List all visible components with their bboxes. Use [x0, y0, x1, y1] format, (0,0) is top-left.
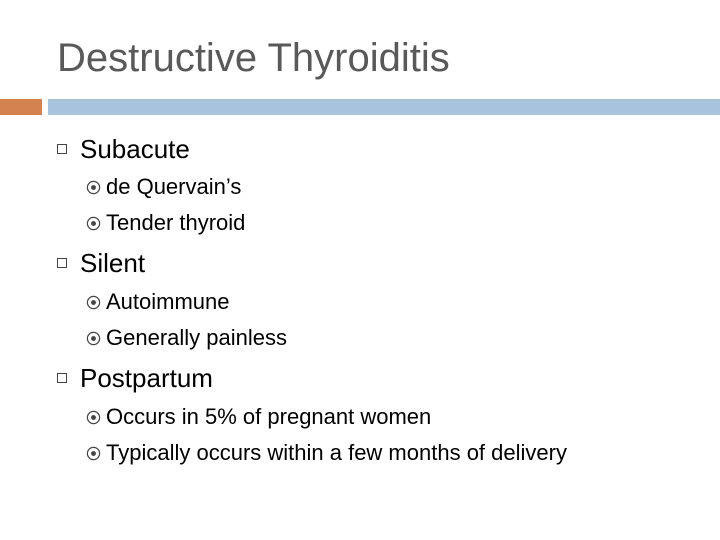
bullet-item-subacute: [57, 132, 190, 166]
subitem-de-quervains: [86, 173, 241, 201]
bullet-item-silent: [57, 246, 145, 280]
square-bullet-icon: [57, 373, 67, 383]
target-bullet-icon: [86, 295, 101, 310]
subitem-tender-thyroid: [86, 209, 245, 237]
subitem-typically-occurs: [86, 439, 567, 467]
target-bullet-icon: [86, 180, 101, 195]
target-bullet-icon: [86, 446, 101, 461]
subitem-label: Typically occurs within a few months of delivery: [106, 440, 567, 465]
subitem-label: Occurs in 5% of pregnant women: [106, 404, 432, 429]
subitem-occurs-in-5-percent: [86, 403, 431, 431]
square-bullet-icon: [57, 258, 67, 268]
bullet-item-postpartum: [57, 361, 213, 395]
subitem-autoimmune: [86, 288, 230, 316]
target-bullet-icon: [86, 410, 101, 425]
square-bullet-icon: [57, 144, 67, 154]
target-bullet-icon: [86, 331, 101, 346]
bullet-label: Postpartum: [80, 362, 213, 393]
subitem-generally-painless: [86, 324, 287, 352]
slide-title: Destructive Thyroiditis: [57, 36, 450, 80]
bullet-label: Subacute: [80, 133, 190, 164]
subitem-label: de Quervain’s: [106, 174, 242, 199]
subitem-label: Generally painless: [106, 325, 287, 350]
target-bullet-icon: [86, 216, 101, 231]
subitem-label: Autoimmune: [106, 289, 230, 314]
subitem-label: Tender thyroid: [106, 210, 246, 235]
bullet-label: Silent: [80, 247, 146, 278]
